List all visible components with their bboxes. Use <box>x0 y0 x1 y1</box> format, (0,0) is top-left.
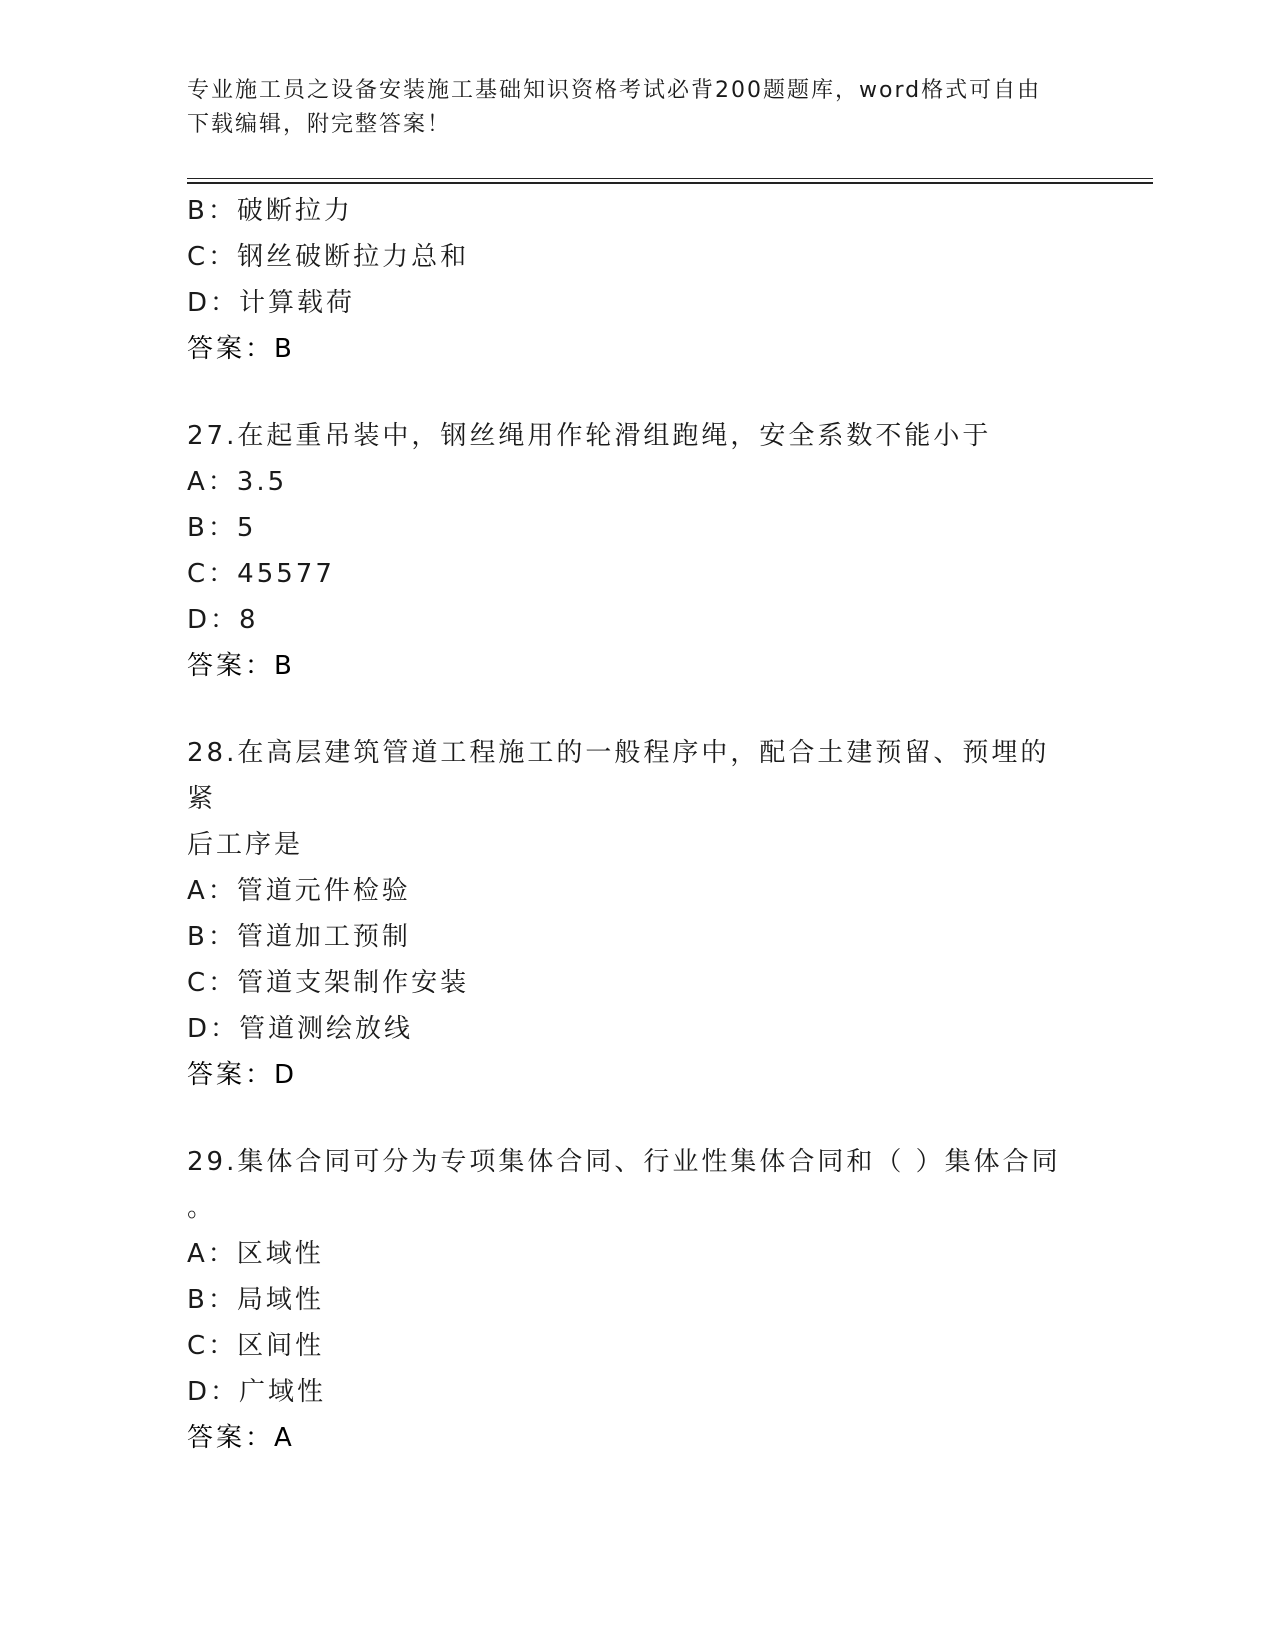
answer-line: 答案：A <box>187 1423 295 1453</box>
option-a: A：3.5 <box>187 467 288 497</box>
option-b: B：5 <box>187 513 257 543</box>
header-line-1: 专业施工员之设备安装施工基础知识资格考试必背200题题库，word格式可自由 <box>187 78 1042 103</box>
option-c: C：区间性 <box>187 1331 325 1361</box>
question-27 <box>187 413 1087 689</box>
option-c: C：45577 <box>187 559 335 589</box>
question-title: 29.集体合同可分为专项集体合同、行业性集体合同和（ ）集体合同 <box>187 1147 1061 1177</box>
question-content <box>187 188 1087 1461</box>
option-d: D：广域性 <box>187 1377 327 1407</box>
spacer <box>187 1098 1087 1139</box>
option-d: D：管道测绘放线 <box>187 1014 414 1044</box>
option-a: A：管道元件检验 <box>187 876 411 906</box>
header-divider-thick <box>187 182 1153 184</box>
question-title: 27.在起重吊装中，钢丝绳用作轮滑组跑绳，安全系数不能小于 <box>187 421 992 451</box>
question-26-continued <box>187 188 1087 372</box>
option-a: A：区域性 <box>187 1239 324 1269</box>
question-28 <box>187 730 1087 1098</box>
answer-line: 答案：B <box>187 651 295 681</box>
document-header <box>187 74 1067 142</box>
spacer <box>187 689 1087 730</box>
question-title: 28.在高层建筑管道工程施工的一般程序中，配合土建预留、预埋的紧 <box>187 738 1050 814</box>
option-b: B：管道加工预制 <box>187 922 411 952</box>
question-title-continued: 。 <box>187 1193 217 1223</box>
option-d: D：计算载荷 <box>187 288 356 318</box>
header-divider-thin <box>187 178 1153 179</box>
option-b: B：破断拉力 <box>187 196 353 226</box>
spacer <box>187 372 1087 413</box>
answer-line: 答案：D <box>187 1060 298 1090</box>
option-c: C：管道支架制作安装 <box>187 968 470 998</box>
option-c: C：钢丝破断拉力总和 <box>187 242 470 272</box>
option-b: B：局域性 <box>187 1285 324 1315</box>
question-title-continued: 后工序是 <box>187 830 304 860</box>
option-d: D：8 <box>187 605 259 635</box>
answer-line: 答案：B <box>187 334 295 364</box>
question-29 <box>187 1139 1087 1461</box>
header-line-2: 下载编辑，附完整答案！ <box>187 112 452 137</box>
